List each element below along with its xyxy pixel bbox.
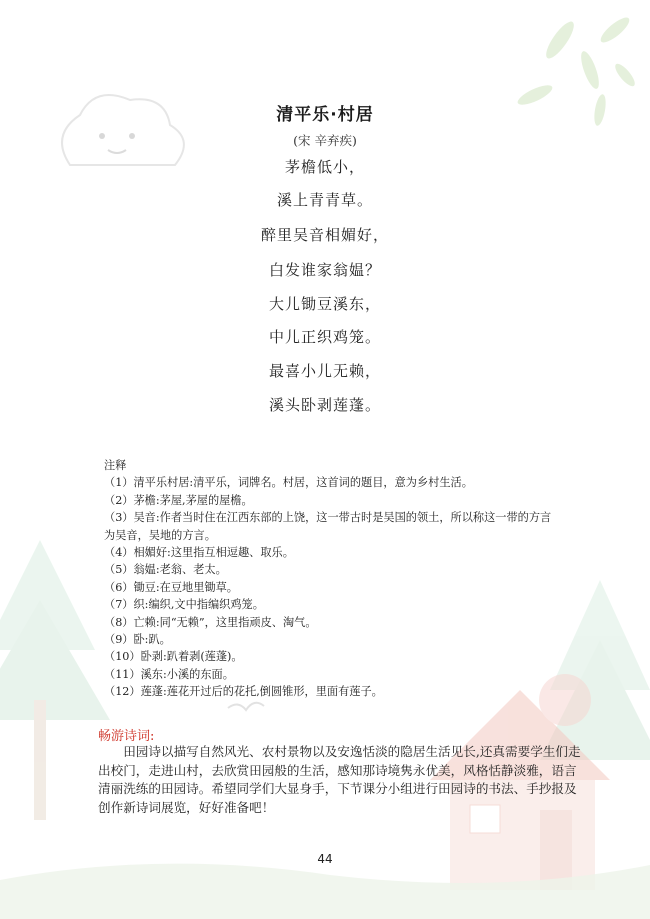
notes-section <box>104 457 574 701</box>
note-item: （5）翁媪:老翁、老太。 <box>104 563 227 577</box>
note-item: （8）亡赖:同“无赖”，这里指顽皮、淘气。 <box>104 615 317 629</box>
poem-line: 醉里吴音相媚好， <box>260 226 389 244</box>
note-item: （1）清平乐村居:清平乐，词牌名。村居，这首词的题目，意为乡村生活。 <box>104 476 473 490</box>
notes-heading: 注释 <box>104 459 127 472</box>
note-item: 为吴音，吴地的方言。 <box>104 528 216 542</box>
note-item: （10）卧剥:趴着剥(莲蓬)。 <box>104 650 243 664</box>
poem-line: 中儿正织鸡笼。 <box>268 328 381 346</box>
bird-decoration <box>228 703 264 710</box>
note-item: （9）卧:趴。 <box>104 633 171 647</box>
poem-line: 大儿锄豆溪东， <box>268 295 381 313</box>
section-title: 畅游诗词: <box>98 729 155 744</box>
poem-line: 最喜小儿无赖， <box>268 362 381 380</box>
poem-line: 茅檐低小， <box>284 158 365 176</box>
tree-decoration-left <box>0 540 110 820</box>
poem-title: 清平乐·村居 <box>276 105 374 125</box>
note-item: （7）织:编织,文中指编织鸡笼。 <box>104 598 264 612</box>
note-item: （3）吴音:作者当时住在江西东部的上饶，这一带古时是吴国的领土，所以称这一带的方言 <box>104 511 552 525</box>
poem-line: 溪上青青草。 <box>276 191 373 209</box>
poem-author: (宋 辛弃疾) <box>293 133 357 148</box>
poem-line: 白发谁家翁媪？ <box>268 261 381 279</box>
note-item: （12）莲蓬:莲花开过后的花托,倒圆锥形，里面有莲子。 <box>104 685 383 699</box>
note-item: （4）相媚好:这里指互相逗趣、取乐。 <box>104 546 294 560</box>
page-number: 44 <box>317 852 333 866</box>
section-paragraph: 田园诗以描写自然风光、农村景物以及安逸恬淡的隐居生活见长,还真需要学生们走出校门，走进山村，去欣赏田园般的生活，感知那诗境隽永优美，风格恬静淡雅，语言清丽洗练的田园诗。希望同学们大显身手，下节课分小组进行田园诗的书法、手抄报及创作新诗词展览，好好准备吧！ <box>98 744 581 815</box>
note-item: （11）溪东:小溪的东面。 <box>104 667 234 681</box>
note-item: （2）茅檐:茅屋,茅屋的屋檐。 <box>104 493 253 507</box>
note-item: （6）锄豆:在豆地里锄草。 <box>104 580 238 594</box>
poem-line: 溪头卧剥莲蓬。 <box>268 396 381 414</box>
